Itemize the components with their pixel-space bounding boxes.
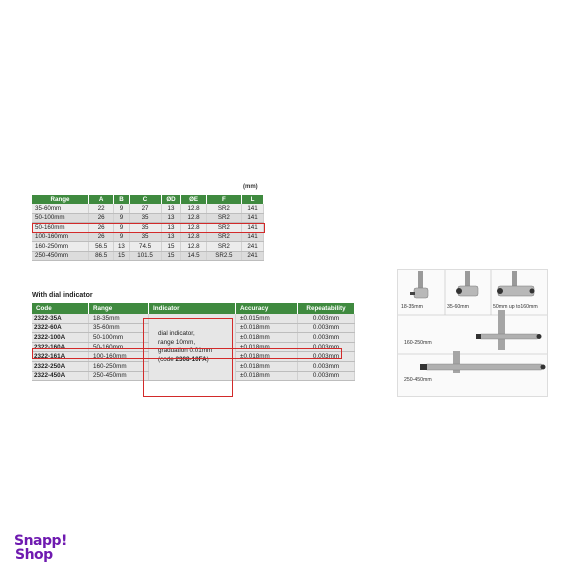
cell: 12.8 [181,242,206,252]
cell: 74.5 [129,242,161,252]
cell: 13 [161,232,181,242]
cell: SR2 [206,204,241,213]
cell: 26 [89,223,114,233]
header-c: C [129,195,161,204]
cell: 12.8 [181,204,206,213]
cell: 13 [161,204,181,213]
cell: 141 [241,213,263,223]
indicator-code: 2308-10FA [175,355,207,363]
indicator-line: graduation 0.01mm [158,347,213,355]
cell: 35-60mm [32,204,89,213]
code-cell: 2322-100A [32,333,89,343]
repeatability-cell: 0.003mm [298,361,355,371]
dial-section-title: With dial indicator [32,292,93,299]
probe-head-35-60 [456,271,478,296]
indicator-cell [149,314,236,381]
cell: SR2 [206,213,241,223]
header-f: F [206,195,241,204]
cell: SR2.5 [206,251,241,261]
table-row [32,204,264,213]
table-row [32,251,264,261]
header-code: Code [32,303,89,314]
code-cell: 2322-161A [32,352,89,362]
cell: 15 [114,251,129,261]
code-cell: 2322-250A [32,361,89,371]
accuracy-cell: ±0.018mm [236,323,298,333]
header-range: Range [89,303,149,314]
range-cell: 250-450mm [89,371,149,381]
caption-35-60: 35-60mm [447,304,469,310]
cell: SR2 [206,223,241,233]
code-cell: 2322-35A [32,314,89,323]
header-a: A [89,195,114,204]
cell: 241 [241,251,263,261]
repeatability-cell: 0.003mm [298,333,355,343]
dial-indicator-table [32,303,355,381]
cell: 9 [114,213,129,223]
range-cell: 100-160mm [89,352,149,362]
caption-50-160: 50mm up to160mm [493,304,538,310]
table-row [32,242,264,252]
indicator-code-suffix: ) [206,355,209,363]
cell: 9 [114,232,129,242]
logo-line2: Shop [15,547,53,563]
accuracy-cell: ±0.018mm [236,371,298,381]
probe-head-18-35 [410,271,428,298]
repeatability-cell: 0.003mm [298,342,355,352]
header-l: L [241,195,263,204]
probe-head-50-160 [497,271,535,296]
cell: 9 [114,223,129,233]
cell: SR2 [206,242,241,252]
accuracy-cell: ±0.018mm [236,342,298,352]
cell: 13 [161,223,181,233]
header-range: Range [32,195,89,204]
code-cell: 2322-160A [32,342,89,352]
indicator-line: dial indicator, [158,330,195,338]
cell: SR2 [206,232,241,242]
cell: 241 [241,242,263,252]
header-b: B [114,195,129,204]
cell: 50-160mm [32,223,89,233]
cell: 12.8 [181,232,206,242]
cell: 250-450mm [32,251,89,261]
cell: 12.8 [181,213,206,223]
range-cell: 160-250mm [89,361,149,371]
cell: 50-100mm [32,213,89,223]
cell: 141 [241,223,263,233]
cell: 35 [129,213,161,223]
probe-illustrations [397,269,548,397]
cell: 26 [89,232,114,242]
header-d: ØD [161,195,181,204]
indicator-code-line [158,356,235,365]
cell: 12.8 [181,223,206,233]
table-row [32,213,264,223]
cell: 35 [129,223,161,233]
caption-160-250: 160-250mm [404,340,432,346]
header-indicator: Indicator [149,303,236,314]
dimensions-header-row [32,195,264,204]
cell: 160-250mm [32,242,89,252]
cell: 56.5 [89,242,114,252]
caption-250-450: 250-450mm [404,377,432,383]
unit-label: (mm) [243,184,258,190]
cell: 26 [89,213,114,223]
table-row [32,232,264,242]
indicator-line: range 10mm, [158,338,196,346]
cell: 141 [241,232,263,242]
repeatability-cell: 0.003mm [298,314,355,323]
repeatability-cell: 0.003mm [298,323,355,333]
cell: 22 [89,204,114,213]
accuracy-cell: ±0.018mm [236,352,298,362]
cell: 13 [161,213,181,223]
range-cell: 50-100mm [89,333,149,343]
cell: 27 [129,204,161,213]
range-cell: 50-160mm [89,342,149,352]
code-cell: 2322-450A [32,371,89,381]
accuracy-cell: ±0.018mm [236,361,298,371]
logo-line1: Snapp! [14,533,67,549]
probe-rod-160-250 [476,310,542,350]
repeatability-cell: 0.003mm [298,371,355,381]
dimensions-table [32,195,264,261]
accuracy-cell: ±0.018mm [236,333,298,343]
range-cell: 35-60mm [89,323,149,333]
table-row-highlighted [32,223,264,233]
cell: 141 [241,204,263,213]
cell: 9 [114,204,129,213]
header-e: ØE [181,195,206,204]
indicator-code-prefix: (code [158,355,176,363]
range-cell: 18-35mm [89,314,149,323]
code-cell: 2322-60A [32,323,89,333]
cell: 15 [161,251,181,261]
header-repeatability: Repeatability [298,303,355,314]
cell: 15 [161,242,181,252]
cell: 100-160mm [32,232,89,242]
caption-18-35: 18-35mm [401,304,423,310]
repeatability-cell: 0.003mm [298,352,355,362]
header-accuracy: Accuracy [236,303,298,314]
cell: 14.5 [181,251,206,261]
dial-header-row [32,303,355,314]
cell: 86.5 [89,251,114,261]
cell: 101.5 [129,251,161,261]
snapp-shop-logo [14,534,74,568]
accuracy-cell: ±0.015mm [236,314,298,323]
table-row [32,314,355,323]
cell: 35 [129,232,161,242]
cell: 13 [114,242,129,252]
